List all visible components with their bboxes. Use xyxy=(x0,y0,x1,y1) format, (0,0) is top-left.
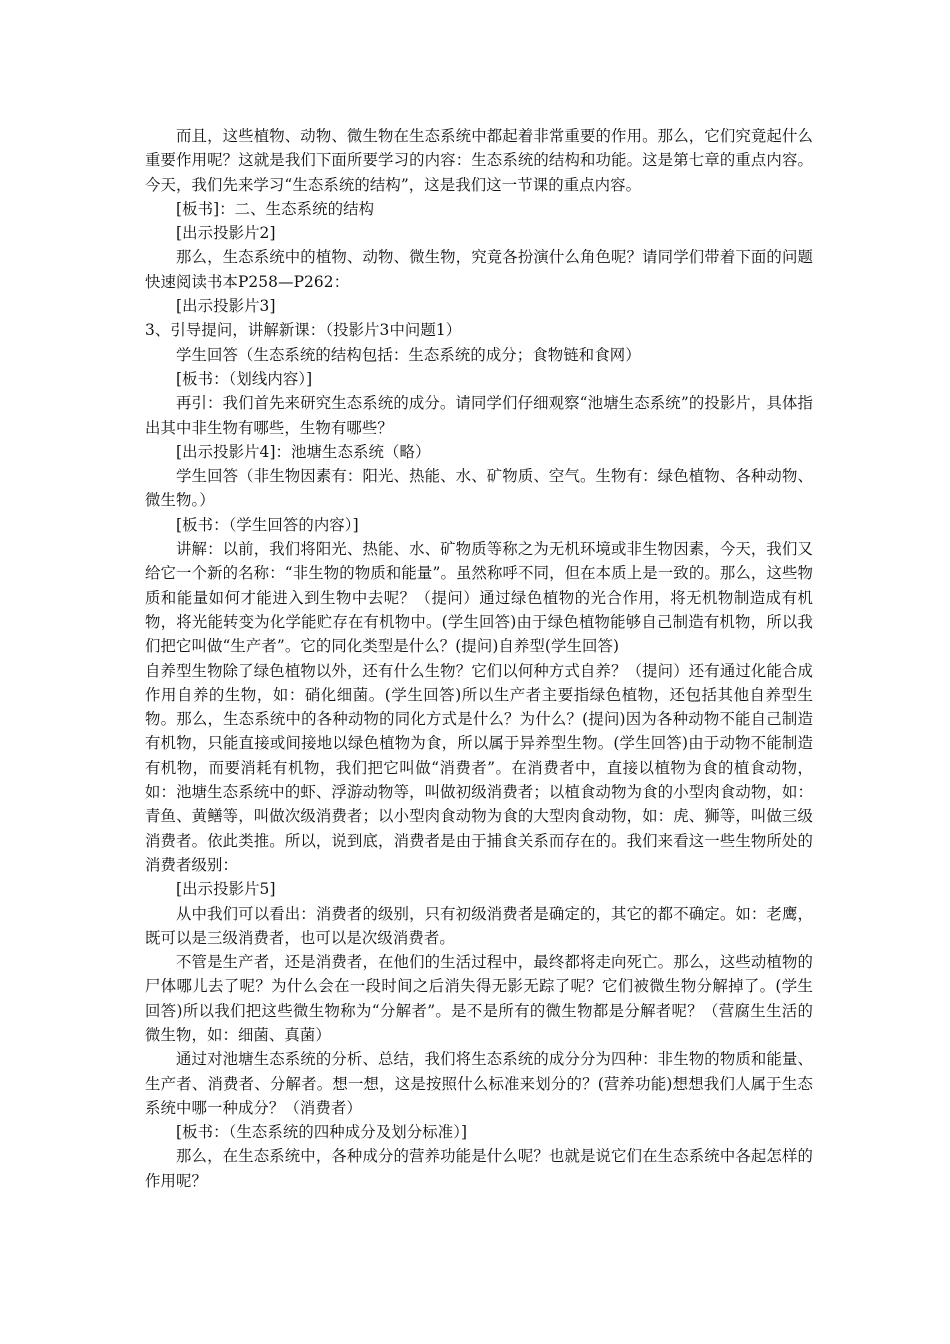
paragraph: 学生回答（非生物因素有：阳光、热能、水、矿物质、空气。生物有：绿色植物、各种动物、微生物。） xyxy=(145,467,813,510)
paragraph: 讲解：以前，我们将阳光、热能、水、矿物质等称之为无机环境或非生物因素，今天，我们又给它一个新的名称：“非生物的物质和能量”。虽然称呼不同，但在本质上是一致的。那么，这些物质和能量如何才能进入到生物中去呢？（提问）通过绿色植物的光合作用，将无机物制造成有机物，将光能转变为化学能贮存在有机物中。(学生回答)由于绿色植物能够自己制造有机物，所以我们把它叫做“生产者”。它的同化类型是什么？(提问)自养型(学生回答) xyxy=(145,540,813,656)
slide-note: [出示投影片2] xyxy=(176,224,276,243)
board-note: [板书：（生态系统的四种成分及划分标准）] xyxy=(176,1123,468,1142)
paragraph: 而且，这些植物、动物、微生物在生态系统中都起着非常重要的作用。那么，它们究竟起什么重要作用呢？这就是我们下面所要学习的内容：生态系统的结构和功能。这是第七章的重点内容。今天，我们先来学习“生态系统的结构”，这是我们这一节课的重点内容。 xyxy=(145,127,813,194)
paragraph: 那么，生态系统中的植物、动物、微生物，究竟各扮演什么角色呢？请同学们带着下面的问题快速阅读书本P258—P262： xyxy=(145,248,813,291)
paragraph: 自养型生物除了绿色植物以外，还有什么生物？它们以何种方式自养？（提问）还有通过化能合成作用自养的生物，如：硝化细菌。(学生回答)所以生产者主要指绿色植物，还包括其他自养型生物。那么，生态系统中的各种动物的同化方式是什么？为什么？(提问)因为各种动物不能自己制造有机物，只能直接或间接地以绿色植物为食，所以属于异养型生物。(学生回答)由于动物不能制造有机物，而要消耗有机物，我们把它叫做“消费者”。在消费者中，直接以植物为食的植食动物，如：池塘生态系统中的虾、浮游动物等，叫做初级消费者；以植食动物为食的小型肉食动物，如：青鱼、黄鳝等，叫做次级消费者；以小型肉食动物为食的大型肉食动物，如：虎、狮等，叫做三级消费者。依此类推。所以，说到底，消费者是由于捕食关系而存在的。我们来看这一些生物所处的消费者级别： xyxy=(145,661,813,874)
slide-note: [出示投影片3] xyxy=(176,297,276,316)
board-note: [板书]：二、生态系统的结构 xyxy=(176,199,375,218)
paragraph: 通过对池塘生态系统的分析、总结，我们将生态系统的成分分为四种：非生物的物质和能量、生产者、消费者、分解者。想一想，这是按照什么标准来划分的？(营养功能)想想我们人属于生态系统中哪一种成分？（消费者） xyxy=(145,1050,813,1117)
document-body xyxy=(145,124,813,1193)
paragraph: 学生回答（生态系统的结构包括：生态系统的成分；食物链和食网） xyxy=(176,345,641,364)
slide-note: [出示投影片4]：池塘生态系统（略） xyxy=(176,442,431,461)
board-note: [板书：（划线内容）] xyxy=(176,369,313,388)
board-note: [板书：（学生回答的内容）] xyxy=(176,515,359,534)
paragraph: 不管是生产者，还是消费者，在他们的生活过程中，最终都将走向死亡。那么，这些动植物的尸体哪儿去了呢？为什么会在一段时间之后消失得无影无踪了呢？它们被微生物分解掉了。(学生回答)所以我们把这些微生物称为“分解者”。是不是所有的微生物都是分解者呢？（营腐生生活的微生物，如：细菌、真菌） xyxy=(145,953,813,1044)
paragraph: 从中我们可以看出：消费者的级别，只有初级消费者是确定的，其它的都不确定。如：老鹰，既可以是三级消费者，也可以是次级消费者。 xyxy=(145,904,813,947)
paragraph: 那么，在生态系统中，各种成分的营养功能是什么呢？也就是说它们在生态系统中各起怎样的作用呢？ xyxy=(145,1147,813,1190)
paragraph: 再引：我们首先来研究生态系统的成分。请同学们仔细观察“池塘生态系统”的投影片，具体指出其中非生物有哪些，生物有哪些？ xyxy=(145,394,813,437)
section-heading: 3、引导提问，讲解新课：（投影片3中问题1） xyxy=(145,321,462,340)
slide-note: [出示投影片5] xyxy=(176,880,276,899)
